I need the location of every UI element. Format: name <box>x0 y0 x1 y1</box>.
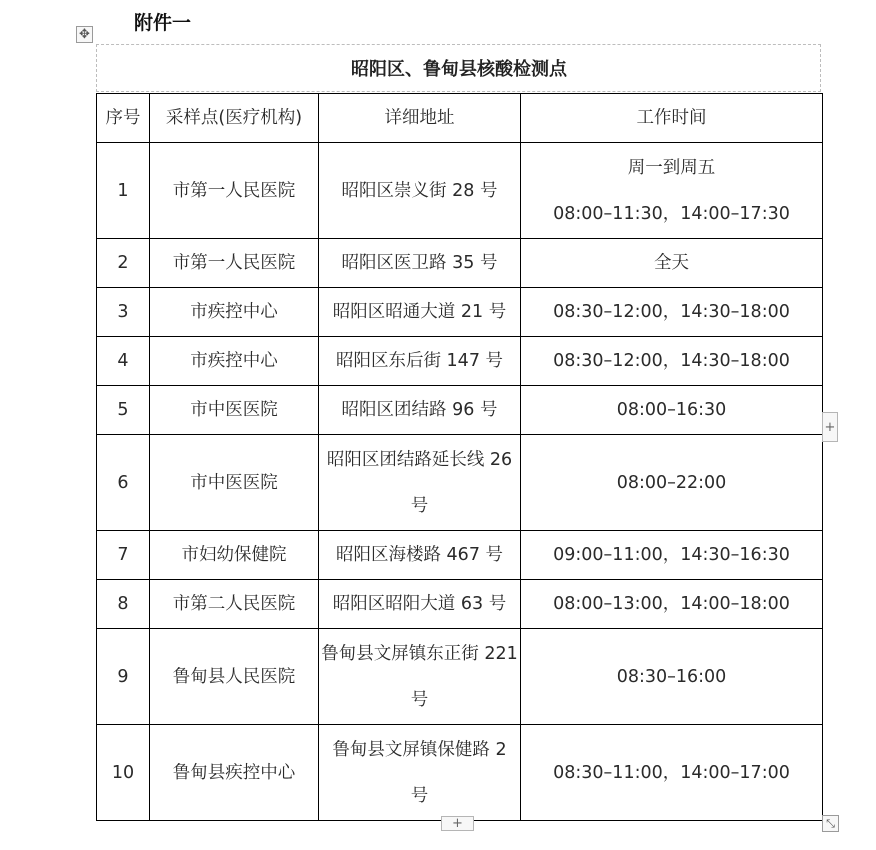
cell-site: 市中医医院 <box>150 386 319 435</box>
cell-address: 昭阳区团结路 96 号 <box>319 386 521 435</box>
cell-site: 市第二人民医院 <box>150 580 319 629</box>
cell-site: 市中医医院 <box>150 435 319 531</box>
table-row <box>97 629 823 725</box>
table-move-handle[interactable] <box>76 26 93 43</box>
cell-address: 鲁甸县文屏镇东正街 221 号 <box>319 629 521 725</box>
header-site: 采样点(医疗机构) <box>150 94 319 143</box>
cell-seq: 7 <box>97 531 150 580</box>
plus-icon: + <box>452 816 463 831</box>
cell-seq: 10 <box>97 725 150 821</box>
attachment-label: 附件一 <box>134 12 192 34</box>
cell-seq: 6 <box>97 435 150 531</box>
cell-address: 鲁甸县文屏镇保健路 2 号 <box>319 725 521 821</box>
plus-icon: + <box>824 419 836 435</box>
cell-address: 昭阳区东后街 147 号 <box>319 337 521 386</box>
cell-hours: 08:30–12:00，14:30–18:00 <box>521 337 823 386</box>
table-row <box>97 288 823 337</box>
move-icon: ✥ <box>79 27 90 42</box>
cell-address: 昭阳区崇义街 28 号 <box>319 143 521 239</box>
cell-seq: 2 <box>97 239 150 288</box>
add-row-button[interactable] <box>441 816 474 831</box>
cell-hours-line1: 周一到周五 <box>627 157 716 178</box>
table-row <box>97 725 823 821</box>
cell-hours: 08:00–22:00 <box>521 435 823 531</box>
cell-site: 市第一人民医院 <box>150 239 319 288</box>
cell-seq: 1 <box>97 143 150 239</box>
cell-hours: 08:00–13:00，14:00–18:00 <box>521 580 823 629</box>
cell-site: 市第一人民医院 <box>150 143 319 239</box>
table-resize-handle[interactable] <box>822 815 839 832</box>
cell-hours: 08:30–16:00 <box>521 629 823 725</box>
table-row <box>97 580 823 629</box>
cell-seq: 8 <box>97 580 150 629</box>
cell-address: 昭阳区医卫路 35 号 <box>319 239 521 288</box>
header-seq: 序号 <box>97 94 150 143</box>
table-row <box>97 143 823 239</box>
testing-sites-table <box>96 93 823 821</box>
header-hours: 工作时间 <box>521 94 823 143</box>
document-title: 昭阳区、鲁甸县核酸检测点 <box>351 59 567 80</box>
cell-address: 昭阳区昭通大道 21 号 <box>319 288 521 337</box>
cell-hours <box>521 143 823 239</box>
cell-site: 鲁甸县疾控中心 <box>150 725 319 821</box>
resize-icon: ⤡ <box>826 816 835 830</box>
header-address: 详细地址 <box>319 94 521 143</box>
table-row <box>97 239 823 288</box>
cell-hours: 08:00–16:30 <box>521 386 823 435</box>
table-row <box>97 531 823 580</box>
cell-hours: 全天 <box>521 239 823 288</box>
cell-hours-line2: 08:00–11:30，14:00–17:30 <box>553 203 790 224</box>
cell-seq: 4 <box>97 337 150 386</box>
cell-site: 市疾控中心 <box>150 337 319 386</box>
cell-hours: 09:00–11:00，14:30–16:30 <box>521 531 823 580</box>
table-row <box>97 435 823 531</box>
cell-address: 昭阳区昭阳大道 63 号 <box>319 580 521 629</box>
cell-address: 昭阳区团结路延长线 26 号 <box>319 435 521 531</box>
cell-seq: 5 <box>97 386 150 435</box>
table-row <box>97 337 823 386</box>
cell-site: 市疾控中心 <box>150 288 319 337</box>
cell-seq: 9 <box>97 629 150 725</box>
cell-site: 鲁甸县人民医院 <box>150 629 319 725</box>
cell-hours: 08:30–11:00，14:00–17:00 <box>521 725 823 821</box>
table-row <box>97 386 823 435</box>
cell-hours: 08:30–12:00，14:30–18:00 <box>521 288 823 337</box>
cell-seq: 3 <box>97 288 150 337</box>
cell-address: 昭阳区海楼路 467 号 <box>319 531 521 580</box>
add-column-button[interactable] <box>822 412 838 442</box>
cell-site: 市妇幼保健院 <box>150 531 319 580</box>
